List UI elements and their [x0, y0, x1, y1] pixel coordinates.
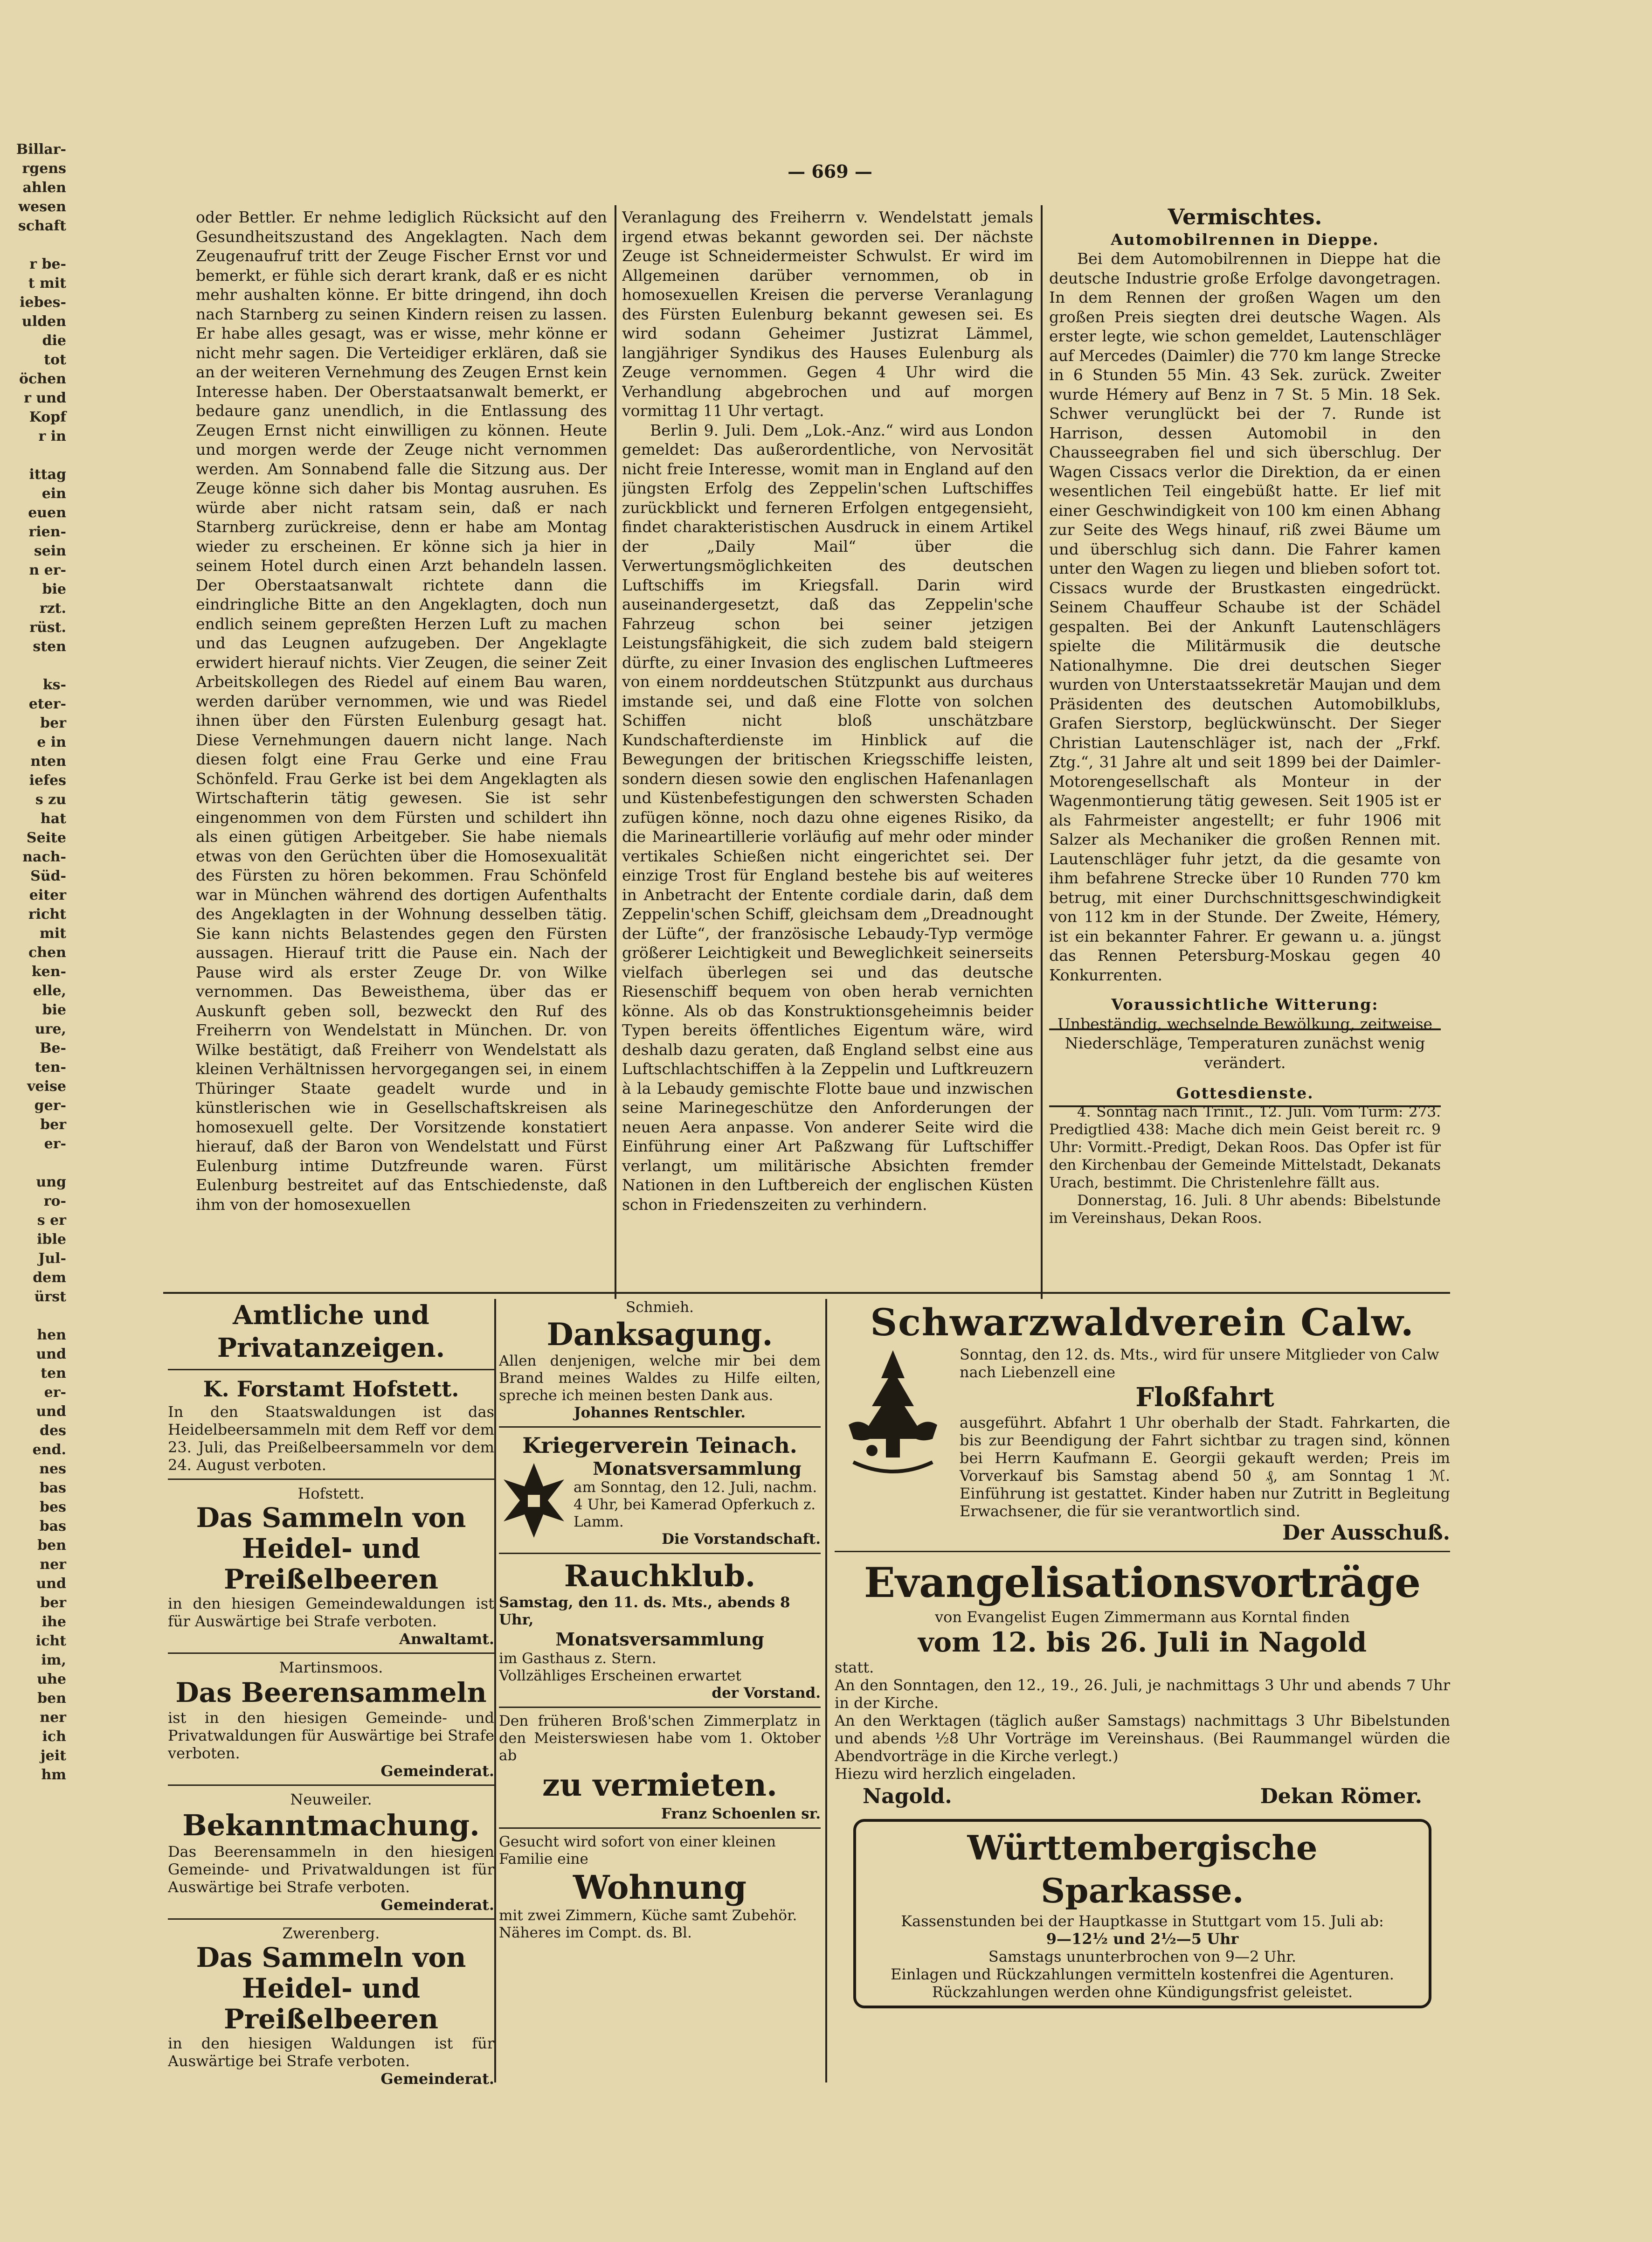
left-strip-line: bes	[40, 1499, 66, 1515]
ads-title: Amtliche und Privatanzeigen.	[217, 1300, 445, 1363]
ad-sign: Gemeinderat.	[380, 1896, 494, 1914]
left-strip-line: und	[36, 1346, 66, 1362]
ad-subtitle: Floßfahrt	[1135, 1382, 1274, 1413]
article-text: Bei dem Automobilrennen in Dieppe hat die deutsche Industrie große Erfolge davongetragen. In dem Rennen der großen Wagen um den großen Preis siegten drei deutsche Wagen. Als erster legte, wie schon gemeldet, Lautenschläger auf Mercedes (Daimler) die 770 km lange Strecke in 6 Stunden 55 Min. 43 Sek. zurück. Zweiter wurde Hémery auf Benz in 7 St. 5 Min. 18 Sek. Schwer verunglückt bei der 7. Runde ist Harrison, dessen Automobil in den Chausseegraben fiel und sich überschlug. Der Wagen Cissacs verlor die Direktion, da er einen wesentlichen Teil eingebüßt hatte. Er lief mit einer Geschwindigkeit von 100 km einen Abhang zur Seite des Wegs hinauf, riß zwei Bäume um und überschlug sich dann. Die Fahrer kamen unter den Wagen zu liegen und blieben sofort tot. Cissacs wurde der Brustkasten eingedrückt. Seinem Chauffeur Schaube ist der Schädel gespalten. Bei der Ankunft Lautenschlägers spielte die Militärmusik die deutsche Nationalhymne. Die drei deutschen Sieger wurden von Unterstaatssekretär Maujan und dem Präsidenten des deutschen Automobilklubs, Grafen Sierstorp, beglückwünscht. Der Sieger Christian Lautenschläger ist, nach der „Frkf. Ztg.“, 31 Jahre alt und seit 1899 bei der Daimler-Motorengesellschaft als Monteur in der Wagenmontierung tätig gewesen. Seit 1905 ist er als Fahrmeister angestellt; er fuhr 1906 mit Salzer als Mechaniker die großen Rennen mit. Lautenschläger fuhr jetzt, da die gesamte von ihm befahrene Strecke über 10 Runden 770 km betrug, mit einer Durchschnittsgeschwindigkeit von 112 km in der Stunde. Der Zweite, Hémery, ist ein bekannter Fahrer. Er gewann u. a. jüngst das Rennen Petersburg-Moskau gegen 40 Konkurrenten.	[1049, 250, 1441, 984]
left-strip-line: Kopf	[29, 409, 66, 425]
church-text: Donnerstag, 16. Juli. 8 Uhr abends: Bibelstunde im Vereinshaus, Dekan Roos.	[1049, 1192, 1441, 1227]
ad-heading: K. Forstamt Hofstett.	[203, 1376, 459, 1402]
ad-text: Samstag, den 11. ds. Mts., abends 8 Uhr,	[499, 1594, 790, 1628]
article-text: oder Bettler. Er nehme lediglich Rücksicht auf den Gesundheitszustand des Angeklagten. Nach dem Zeugenaufruf tritt der Zeuge Fischer Ernst vor und bemerkt, er fühle sich derart krank, daß er es nicht mehr aushalten könne. Er bitte dringend, ihn doch nach Starnberg zu seinen Kindern reisen zu lassen. Er habe alles gesagt, was er wisse, mehr könne er nicht mehr sagen. Die Verteidiger erklären, daß sie an der weiteren Vernehmung des Zeugen Ernst kein Interesse haben. Der Oberstaatsanwalt bemerkt, er bedaure ganz unendlich, in die Entlassung des Zeugen Ernst nicht einwilligen zu können. Heute und morgen werde der Zeuge nicht vernommen werden. Am Sonnabend falle die Sitzung aus. Der Zeuge könne sich daher bis Montag ausruhen. Es würde aber nicht ratsam sein, daß er nach Starnberg zurückreise, denn er habe am Montag wieder zu erscheinen. Er könne sich ja hier in seinem Hotel durch einen Arzt behandeln lassen. Der Oberstaatsanwalt richtete dann die eindringliche Bitte an den Angeklagten, doch nun endlich seinem gepreßten Herzen Luft zu machen und das Leugnen aufzugeben. Der Angeklagte erwidert hierauf nichts. Vier Zeugen, die seiner Zeit Arbeitskollegen des Riedel auf einem Bau waren, werden darüber vernommen, wie und was Riedel ihnen über den Fürsten Eulenburg gesagt hat. Diese Vernehmungen dauern nicht lange. Nach diesen folgt eine Frau Gerke und eine Frau Schönfeld. Frau Gerke ist bei dem Angeklagten als Wirtschafterin tätig gewesen. Sie ist sehr eingenommen von dem Fürsten und schildert ihn als einen gütigen Arbeitgeber. Sie habe niemals etwas von den Gerüchten über die Homosexualität des Fürsten zu hören bekommen. Frau Schönfeld war in München während des dortigen Aufenthalts des Angeklagten in der Wohnung desselben tätig. Sie kann nichts Belastendes gegen den Fürsten aussagen. Hierauf tritt die Pause ein. Nach der Pause wird als erster Zeuge Dr. von Wilke vernommen. Das Beweisthema, über das er Auskunft geben soll, bezweckt den Ruf des Freiherrn von Wendelstatt in München. Dr. von Wilke bestätigt, daß Freiherr von Wendelstatt als kleinen Verhältnissen hervorgegangen sei, in einem Thüringer Staate geadelt wurde und in künstlerischen wie in Gesellschaftskreisen als homosexuell gelte. Der Vorsitzende konstatiert hierauf, daß der Baron von Wendelstatt und Fürst Eulenburg intime Dutzfreunde waren. Fürst Eulenburg bestreitet auf das Entschiedenste, daß ihm von der homosexuellen	[196, 208, 607, 1214]
ad-text: von Evangelist Eugen Zimmermann aus Korntal finden	[935, 1608, 1350, 1626]
left-strip-line: n er-	[29, 562, 66, 578]
ad-text: Kassenstunden bei der Hauptkasse in Stuttgart vom 15. Juli ab:	[901, 1912, 1384, 1930]
left-strip-line: jeit	[40, 1748, 66, 1764]
ad-text: in den hiesigen Gemeindewaldungen ist für Auswärtige bei Strafe verboten.	[168, 1595, 494, 1630]
left-strip-line: iebes-	[20, 294, 66, 311]
left-strip-line: r be-	[29, 256, 66, 272]
ad-title: Danksagung.	[546, 1316, 773, 1353]
left-strip-line: ittag	[29, 466, 66, 483]
left-strip-line: ner	[40, 1556, 66, 1573]
ad-text: In den Staatswaldungen ist das Heidelbeersammeln mit dem Reff vor dem 23. Juli, das Preißelbeersammeln vor dem 24. August verboten.	[168, 1403, 494, 1474]
ad-sign: Gemeinderat.	[380, 2070, 494, 2087]
left-strip-line: wesen	[18, 199, 66, 215]
ad-title: zu vermieten.	[542, 1767, 777, 1803]
ads-column-rule	[825, 1299, 827, 2082]
left-strip-line: ro-	[43, 1193, 66, 1209]
column-rule	[1041, 205, 1043, 1299]
left-strip-line: ihe	[41, 1614, 66, 1630]
article-text: Veranlagung des Freiherrn v. Wendelstatt jemals irgend etwas bekannt geworden sei. Der nächste Zeuge ist Schneidermeister Schwulst. Er wird im Allgemeinen darüber vernommen, ob in homosexuellen Kreisen die perverse Veranlagung des Fürsten Eulenburg bekannt gewesen sei. Es wird sodann Geheimer Justizrat Lämmel, langjähriger Syndikus des Hauses Eulenburg als Zeuge vernommen. Gegen 4 Uhr wird die Verhandlung abgebrochen und auf morgen vormittag 11 Uhr vertagt.	[622, 208, 1033, 420]
left-strip-line: richt	[28, 906, 66, 923]
left-strip-line: ks-	[42, 677, 66, 693]
column-rule	[615, 205, 616, 1299]
left-strip-line: euen	[28, 505, 66, 521]
ad-text: An den Werktagen (täglich außer Samstags) nachmittags 3 Uhr Bibelstunden und abends ½8 Uhr Vorträge im Vereinshaus. (Bei Raummangel würden die Abendvorträge in die Kirche verlegt.)	[835, 1712, 1450, 1765]
ad-place: Neuweiler.	[290, 1791, 372, 1808]
ad-sign: Anwaltamt.	[399, 1630, 494, 1648]
left-strip-line	[0, 446, 70, 465]
ad-sign: Franz Schoenlen sr.	[661, 1805, 821, 1822]
left-strip-line: chen	[28, 944, 66, 961]
left-strip-line: ten	[41, 1365, 66, 1381]
left-strip-line: mit	[40, 925, 66, 942]
left-strip-line: ulden	[21, 313, 66, 330]
left-strip-line: ürst	[34, 1289, 66, 1305]
ad-text: im Gasthaus z. Stern.	[499, 1650, 657, 1667]
left-strip-line: end.	[32, 1442, 66, 1458]
left-strip-line: ahlen	[22, 180, 66, 196]
ad-place: Hofstett.	[297, 1485, 365, 1502]
left-strip-line: s er	[37, 1212, 66, 1229]
ad-title: Württembergische Sparkasse.	[967, 1828, 1318, 1910]
ads-column-rule	[494, 1299, 496, 2082]
left-strip-line: elle,	[33, 983, 66, 999]
left-strip-line: Süd-	[30, 868, 66, 884]
left-strip-line: ible	[37, 1231, 66, 1248]
left-strip-line: r in	[38, 428, 66, 444]
left-strip-line	[0, 236, 70, 255]
ad-text: An den Sonntagen, den 12., 19., 26. Juli, je nachmittags 3 Uhr und abends 7 Uhr in der Kirche.	[835, 1676, 1450, 1712]
left-strip-line: ner	[40, 1709, 66, 1726]
iron-cross-icon	[499, 1458, 569, 1542]
ad-title: Schwarzwaldverein Calw.	[870, 1300, 1415, 1344]
left-strip-line: hen	[37, 1327, 66, 1343]
left-strip-line: uhe	[37, 1671, 66, 1687]
left-strip-line: r und	[24, 390, 66, 406]
left-strip-line: und	[36, 1403, 66, 1420]
left-strip-line: ber	[40, 715, 66, 731]
ad-sign: Die Vorstandschaft.	[662, 1531, 821, 1548]
ad-sign: Dekan Römer.	[1260, 1784, 1422, 1808]
left-strip-line: rgens	[22, 160, 66, 177]
sparkasse-box	[853, 1819, 1431, 2008]
ad-text: 9—12½ und 2½—5 Uhr	[1046, 1930, 1239, 1948]
ad-sign: Gemeinderat.	[380, 1762, 494, 1780]
ad-text: ausgeführt. Abfahrt 1 Uhr oberhalb der Stadt. Fahrkarten, die bis zur Beendigung der Fahrt sichtbar zu tragen sind, können bei Herrn Kaufmann E. Georgii gekauft werden; Preis im Vorverkauf bis Samstag abend 50 ₰, am Sonntag 1 ℳ. Einführung ist gestattet. Kinder haben nur Zutritt in Begleitung Erwachsener, die für sie verantwortlich sind.	[960, 1414, 1450, 1520]
ad-text: Gesucht wird sofort von einer kleinen Familie eine	[499, 1833, 776, 1867]
ads-right	[835, 1299, 1450, 2087]
ad-text: statt.	[835, 1659, 874, 1676]
ads-rule	[163, 1292, 1450, 1294]
left-strip-line: sein	[34, 543, 66, 559]
ad-title: Kriegerverein Teinach.	[522, 1433, 797, 1458]
ad-title: Wohnung	[573, 1868, 747, 1907]
left-strip-line: bas	[39, 1518, 66, 1534]
ad-title: Das Sammeln von Heidel- und Preißelbeeren	[196, 1942, 466, 2035]
left-strip-line: Jul-	[38, 1250, 66, 1267]
left-strip-line: hat	[40, 811, 66, 827]
ad-place: Schmieh.	[625, 1299, 694, 1316]
article-column-3	[1049, 208, 1441, 1301]
ad-place: Zwerenberg.	[282, 1924, 380, 1942]
ad-text: Den früheren Broß'schen Zimmerplatz in den Meisterswiesen habe vom 1. Oktober ab	[499, 1713, 821, 1764]
ad-subtitle: Monatsversammlung	[593, 1458, 802, 1479]
ad-text: in den hiesigen Waldungen ist für Auswärtige bei Strafe verboten.	[168, 2034, 494, 2070]
left-strip-line: öchen	[19, 371, 66, 387]
ad-text: Sonntag, den 12. ds. Mts., wird für unsere Mitglieder von Calw nach Liebenzell eine	[960, 1346, 1439, 1381]
left-strip-line: sten	[33, 639, 66, 655]
left-strip-line: eiter	[29, 887, 66, 903]
left-strip-line: ben	[37, 1537, 66, 1554]
left-strip-line: tot	[44, 352, 66, 368]
article-column-2	[622, 208, 1033, 1280]
section-heading: Vermischtes.	[1168, 208, 1322, 229]
left-strip-line: Seite	[26, 830, 66, 846]
left-strip-line: t mit	[28, 275, 66, 292]
left-strip-line: im,	[41, 1652, 66, 1668]
left-strip-line: ten-	[35, 1059, 66, 1076]
ad-text: Samstags ununterbrochen von 9—2 Uhr.	[988, 1948, 1297, 1965]
left-strip-line: ger-	[34, 1097, 66, 1114]
left-strip-line: des	[40, 1423, 66, 1439]
ad-subtitle: Monatsversammlung	[555, 1629, 764, 1650]
left-strip-line: Billar-	[16, 141, 66, 158]
ad-text: Rückzahlungen werden ohne Kündigungsfrist geleistet.	[932, 1983, 1353, 2001]
page-number: — 669 —	[788, 161, 872, 182]
left-strip-line	[0, 656, 70, 675]
ad-text: Allen denjenigen, welche mir bei dem Brand meines Waldes zu Hilfe eilten, spreche ich meinen besten Dank aus.	[499, 1353, 821, 1404]
article-subheading: Automobilrennen in Dieppe.	[1111, 230, 1379, 249]
left-strip-line: ure,	[35, 1021, 66, 1037]
ad-title: Das Sammeln von Heidel- und Preißelbeeren	[196, 1502, 466, 1595]
ad-place: Nagold.	[863, 1784, 952, 1808]
ad-title: Evangelisationsvorträge	[864, 1558, 1421, 1607]
left-strip-line: bas	[39, 1480, 66, 1496]
left-strip-line: e in	[37, 734, 66, 750]
left-strip-line	[0, 1306, 70, 1326]
ad-text: Vollzähliges Erscheinen erwartet	[499, 1667, 741, 1684]
ad-text: Hiezu wird herzlich eingeladen.	[835, 1765, 1076, 1783]
ads-left	[168, 1299, 494, 2087]
left-strip-line: er-	[44, 1136, 66, 1152]
left-strip-line: und	[36, 1576, 66, 1592]
left-strip-line: er-	[44, 1384, 66, 1401]
ads-middle	[499, 1299, 821, 2087]
left-strip-line: icht	[35, 1633, 66, 1649]
left-strip-line: ung	[36, 1174, 66, 1190]
left-strip-line: die	[42, 333, 66, 349]
ad-text: mit zwei Zimmern, Küche samt Zubehör. Näheres im Compt. ds. Bl.	[499, 1907, 797, 1941]
left-strip-line: ber	[40, 1117, 66, 1133]
church-text: 4. Sonntag nach Trinit., 12. Juli. Vom Turm: 273. Predigtlied 438: Mache dich mein Geist bereit rc. 9 Uhr: Vormitt.-Predigt, Dekan Roos. Das Opfer ist für den Kirchenbau der Gemeinde Mittelstadt, Dekanats Urach, bestimmt. Die Christenlehre fällt aus.	[1049, 1103, 1441, 1191]
left-strip-line: ber	[40, 1595, 66, 1611]
left-strip-line: nach-	[22, 849, 66, 865]
ad-place: Martinsmoos.	[279, 1659, 383, 1676]
ad-sign: Johannes Rentschler.	[574, 1404, 746, 1421]
left-strip-line: veise	[27, 1078, 66, 1095]
article-text: Berlin 9. Juli. Dem „Lok.-Anz.“ wird aus London gemeldet: Das außerordentliche, von Nervosität nicht freie Interesse, womit man in England auf den jüngsten Erfolg des Zeppelin'schen Luftschiffes zurückblickt und ferneren Erfolgen entgegensieht, findet charakteristischen Ausdruck in einem Artikel der „Daily Mail“ über die Verwertungsmöglichkeiten des deutschen Luftschiffs im Kriegsfall. Darin wird auseinandergesetzt, daß das Zeppelin'sche Fahrzeug schon bei seiner jetzigen Leistungsfähigkeit, die sich zudem bald steigern dürfte, zu einer Invasion des englischen Luftmeeres von einem norddeutschen Stützpunkt aus durchaus imstande sei, und daß eine Flotte von solchen Schiffen nicht bloß unschätzbare Kundschafterdienste im Hinblick auf die Bewegungen der britischen Kriegsschiffe leisten, sondern diesen sowie den englischen Hafenanlagen und Küstenbefestigungen den schwersten Schaden zufügen könne, noch dazu ohne eigenes Risiko, da die Marineartillerie vorläufig auf mehr oder minder vertikales Schießen nicht eingerichtet sei. Der einzige Trost für England bestehe bis auf weiteres in Anbetracht der Entente cordiale darin, daß dem Zeppelin'schen Schiff, gleichsam dem „Dreadnought der Lüfte“, der französische Lebaudy-Typ vermöge größerer Leichtigkeit und Beweglichkeit seinerseits vielfach überlegen sei und das deutsche Riesenschiff bequem von oben herab vernichten könne. Als ob das Konstruktionsgeheimnis beider Typen bereits öffentliches Eigentum wäre, wird deshalb dazu geraten, daß England selbst eine aus Luftschlachtschiffen à la Zeppelin und Luftkreuzern à la Lebaudy gemischte Flotte baue und inzwischen seine Marinegeschütze den Anforderungen der neuen Aera anpasse. Von anderer Seite wird die Einführung einer Art Paßzwang für Luftschiffer verlangt, um militärische Absichten fremder Nationen in den Luftbereich der englischen Küsten schon in Friedenszeiten zu verhindern.	[622, 421, 1033, 1214]
left-strip-line: eter-	[28, 696, 66, 712]
left-strip-line: nes	[39, 1461, 66, 1477]
left-strip-line: ken-	[31, 964, 66, 980]
left-strip-line: rien-	[28, 524, 66, 540]
fir-tree-emblem-icon	[835, 1346, 951, 1485]
ad-title: Bekanntmachung.	[182, 1808, 480, 1842]
weather-heading: Voraussichtliche Witterung:	[1111, 995, 1379, 1013]
ad-text: am Sonntag, den 12. Juli, nachm. 4 Uhr, bei Kamerad Opferkuch z. Lamm.	[574, 1479, 817, 1530]
article-column-1	[196, 208, 607, 1280]
ad-text: ist in den hiesigen Gemeinde- und Privatwaldungen für Auswärtige bei Strafe verboten.	[168, 1709, 494, 1762]
left-strip-line: bie	[42, 1002, 66, 1018]
left-strip-line: rüst.	[29, 619, 66, 636]
left-strip-line: schaft	[18, 218, 66, 234]
ad-text: Das Beerensammeln in den hiesigen Gemeinde- und Privatwaldungen ist für Auswärtige bei Strafe verboten.	[168, 1843, 494, 1896]
left-strip-line: dem	[33, 1270, 66, 1286]
left-strip-line: ich	[42, 1728, 66, 1745]
left-page-strip	[0, 140, 70, 1912]
left-strip-line: s zu	[35, 791, 66, 808]
ad-title: Das Beerensammeln	[175, 1677, 487, 1708]
left-strip-line: bie	[42, 581, 66, 597]
left-strip-line: hm	[41, 1767, 66, 1783]
ad-sign: Der Ausschuß.	[1282, 1521, 1450, 1545]
left-strip-line: nten	[30, 753, 66, 770]
left-strip-line: rzt.	[39, 600, 66, 617]
ad-subtitle: vom 12. bis 26. Juli in Nagold	[918, 1626, 1367, 1658]
left-strip-line: iefes	[29, 772, 66, 789]
weather-text: Unbeständig, wechselnde Bewölkung, zeitweise Niederschläge, Temperaturen zunächst wenig verändert.	[1057, 1014, 1433, 1072]
left-strip-line: ben	[37, 1690, 66, 1707]
left-strip-line: Be-	[40, 1040, 66, 1056]
church-heading: Gottesdienste.	[1176, 1084, 1314, 1102]
ad-sign: der Vorstand.	[712, 1685, 821, 1701]
left-strip-line	[0, 1153, 70, 1173]
left-strip-line: ein	[41, 486, 66, 502]
ad-text: Einlagen und Rückzahlungen vermitteln kostenfrei die Agenturen.	[891, 1965, 1394, 1983]
ad-title: Rauchklub.	[564, 1559, 756, 1594]
